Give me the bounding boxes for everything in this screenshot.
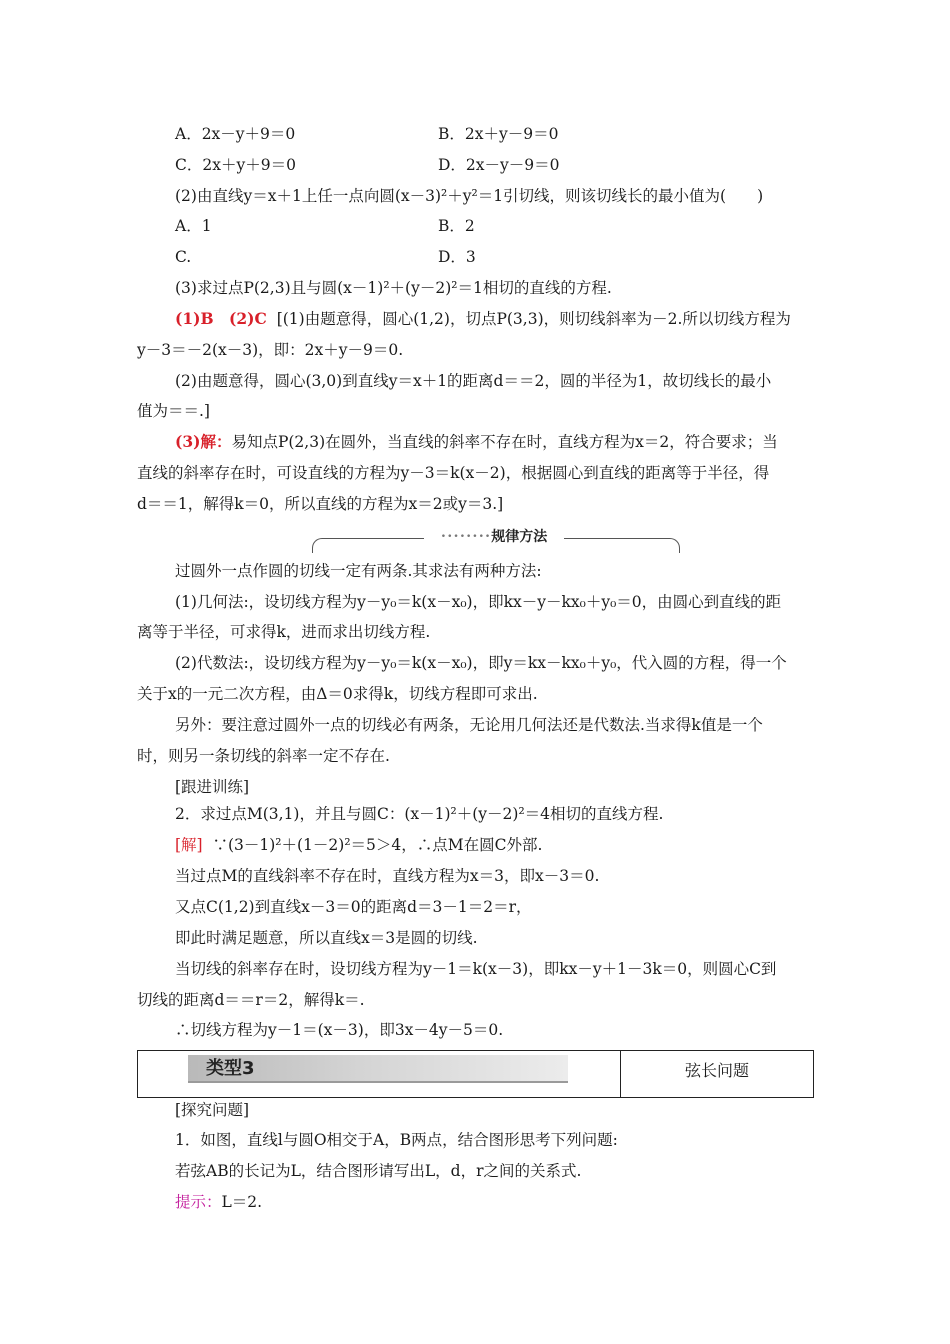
training-solution-2: 当过点M的直线斜率不存在时，直线方程为x＝3，即x－3＝0. [175, 867, 600, 885]
method-paragraph-1: 过圆外一点作圆的切线一定有两条.其求法有两种方法: [175, 562, 542, 580]
q2-option-a: A．1 [175, 217, 212, 235]
hint-tag: 提示： [175, 1193, 222, 1211]
q2-option-d: D．3 [438, 248, 476, 266]
option-a: A．2x－y＋9＝0 [175, 125, 296, 143]
answer-line-6: 直线的斜率存在时，可设直线的方程为y－3＝k(x－2)，根据圆心到直线的距离等于半径，得 [137, 464, 770, 482]
answer-text-5: 易知点P(2,3)在圆外，当直线的斜率不存在时，直线方程为x＝2，符合要求；当 [231, 433, 778, 451]
answer-text-1: [(1)由题意得，圆心(1,2)，切点P(3,3)，则切线斜率为－2.所以切线方程为 [276, 310, 791, 328]
method-paragraph-2a: (1)几何法:，设切线方程为y－y₀＝k(x－x₀)，即kx－y－kx₀＋y₀＝0，由圆心到直线的距 [175, 593, 782, 611]
type-3-title: 弦长问题 [684, 1061, 749, 1080]
option-d: D．2x－y－9＝0 [438, 156, 560, 174]
explore-question: 1．如图，直线l与圆O相交于A，B两点，结合图形思考下列问题: [175, 1131, 618, 1149]
question-3-stem: (3)求过点P(2,3)且与圆(x－1)²＋(y－2)²＝1相切的直线的方程. [175, 279, 612, 297]
type-3-label: 类型3 [206, 1058, 255, 1079]
answer-line-5 [175, 432, 778, 452]
solution-tag: [解] [175, 836, 203, 854]
training-solution-1 [175, 835, 542, 855]
answer-line-2: y－3＝－2(x－3)，即：2x＋y－9＝0. [137, 341, 404, 359]
method-paragraph-3b: 关于x的一元二次方程，由Δ＝0求得k，切线方程即可求出. [137, 685, 538, 703]
training-solution-5: 当切线的斜率存在时，设切线方程为y－1＝k(x－3)，即kx－y＋1－3k＝0，则圆心C到 [175, 960, 777, 978]
answer-tag-3: (3)解： [175, 432, 232, 451]
answer-line-7: d＝＝1，解得k＝0，所以直线的方程为x＝2或y＝3.] [137, 495, 504, 513]
hint-text: L＝2. [221, 1193, 263, 1211]
answer-line-1 [175, 309, 791, 329]
explore-question-2: 若弦AB的长记为L，结合图形请写出L，d，r之间的关系式. [175, 1162, 582, 1180]
q2-option-c: C. [175, 248, 192, 266]
method-paragraph-2b: 离等于半径，可求得k，进而求出切线方程. [137, 623, 431, 641]
training-header: [跟进训练] [175, 778, 250, 796]
type-3-box [137, 1050, 814, 1098]
question-2-stem: (2)由直线y＝x＋1上任一点向圆(x－3)²＋y²＝1引切线，则该切线长的最小值为( ) [175, 187, 764, 205]
training-solution-4: 即此时满足题意，所以直线x＝3是圆的切线. [175, 929, 478, 947]
method-paragraph-4a: 另外：要注意过圆外一点的切线必有两条，无论用几何法还是代数法.当求得k值是一个 [175, 716, 763, 734]
answer-line-4: 值为＝＝.] [137, 402, 210, 420]
q2-option-b: B．2 [438, 217, 475, 235]
method-paragraph-4b: 时，则另一条切线的斜率一定不存在. [137, 747, 390, 765]
method-paragraph-3a: (2)代数法:，设切线方程为y－y₀＝k(x－x₀)，即y＝kx－kx₀＋y₀，代入圆的方程，得一个 [175, 654, 787, 672]
method-banner [312, 530, 680, 552]
option-c: C．2x＋y＋9＝0 [175, 156, 296, 174]
explore-header: [探究问题] [175, 1101, 250, 1119]
training-solution-3: 又点C(1,2)到直线x－3＝0的距离d＝3－1＝2＝r， [175, 898, 532, 916]
solution-text-1: ∵(3－1)²＋(1－2)²＝5＞4，∴点M在圆C外部. [212, 836, 543, 854]
answer-tag: (1)B (2)C [175, 309, 267, 328]
training-solution-6: 切线的距离d＝＝r＝2，解得k＝. [137, 991, 365, 1009]
option-b: B．2x＋y－9＝0 [438, 125, 559, 143]
explore-hint [175, 1192, 262, 1212]
banner-label: ••••••••规律方法 [424, 528, 564, 546]
training-solution-7: ∴切线方程为y－1＝(x－3)，即3x－4y－5＝0. [175, 1021, 504, 1039]
training-question: 2．求过点M(3,1)，并且与圆C：(x－1)²＋(y－2)²＝4相切的直线方程. [175, 805, 664, 823]
answer-line-3: (2)由题意得，圆心(3,0)到直线y＝x＋1的距离d＝＝2，圆的半径为1，故切线长的最小 [175, 372, 772, 390]
